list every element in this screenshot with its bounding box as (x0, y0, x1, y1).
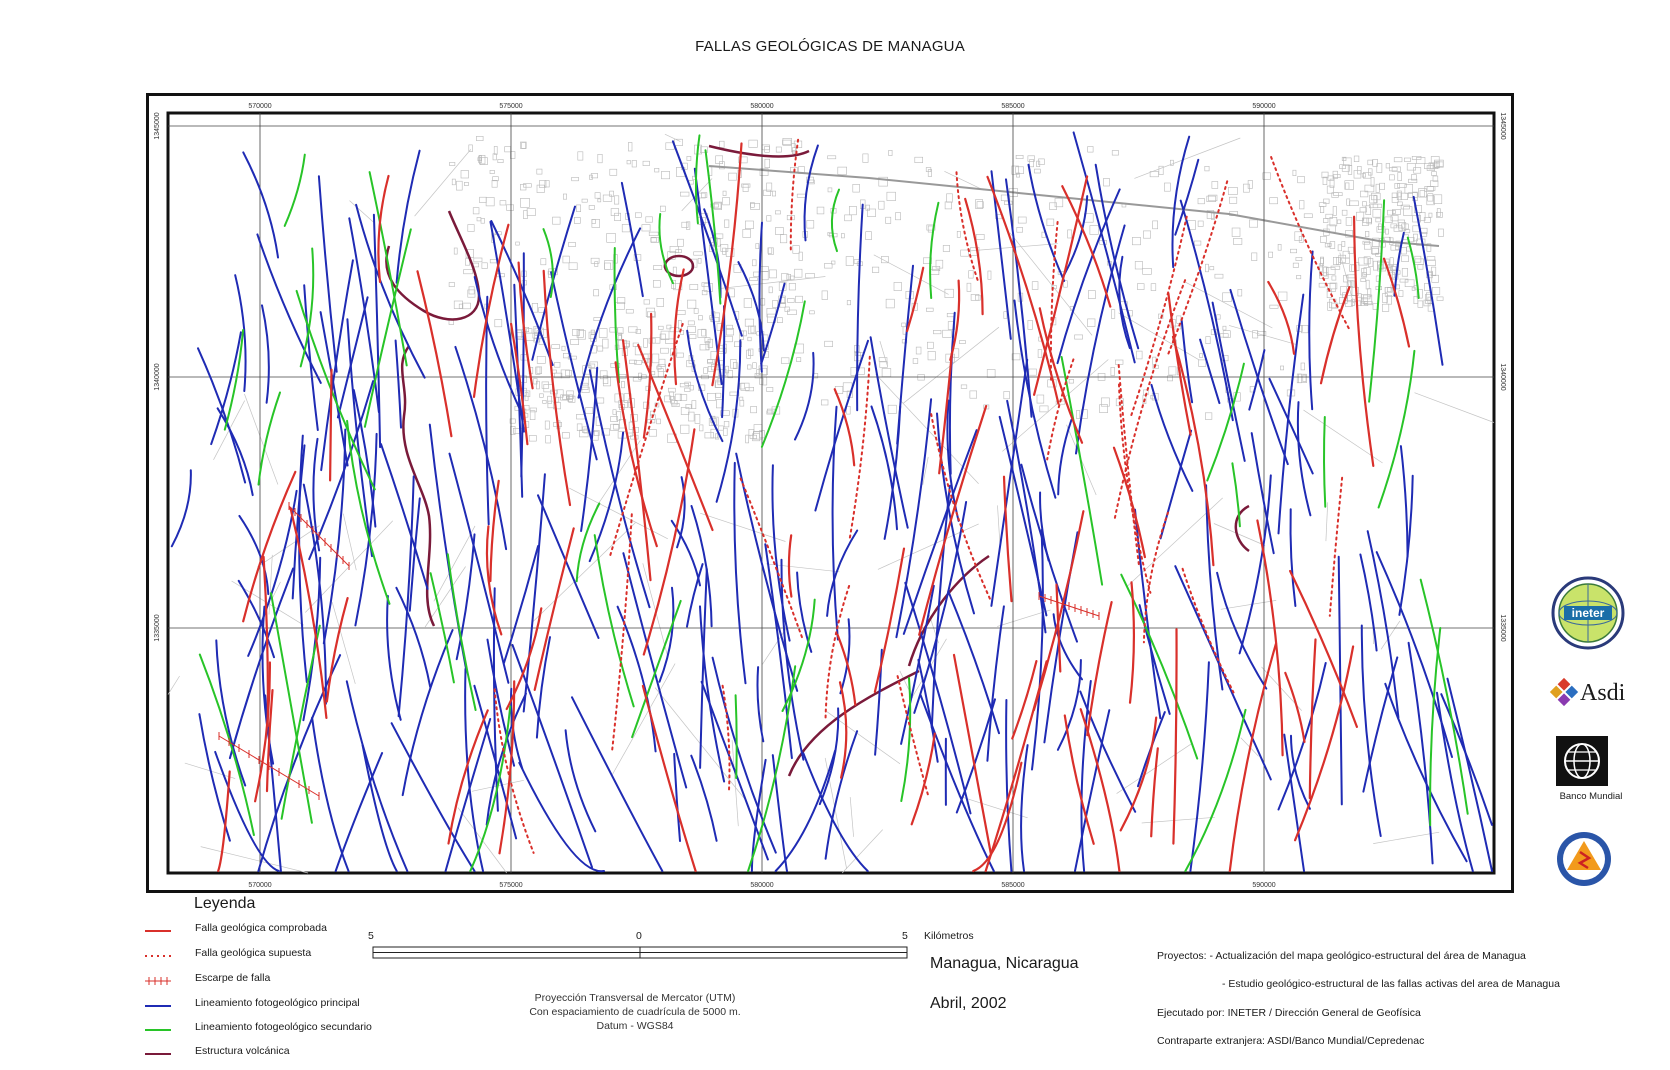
credits-projects-2: - Estudio geológico-estructural de las fallas activas del area de Managua (1222, 978, 1560, 990)
banco-mundial-logo (1556, 736, 1608, 786)
x-tick-label-bottom: 575000 (499, 882, 523, 889)
proven-fault (330, 370, 331, 481)
y-tick-label-left: 1340000 (154, 363, 161, 391)
legend-item-inferred-fault (145, 947, 405, 967)
projection-line-2: Con espaciamiento de cuadrícula de 5000 m. (529, 1006, 741, 1018)
legend-label: Falla geológica supuesta (195, 947, 312, 959)
legend-item-proven-fault (145, 922, 405, 942)
projection-line-3: Datum - WGS84 (596, 1020, 674, 1032)
asdi-logo-text: Asdi (1580, 680, 1626, 706)
map-frame[interactable] (146, 93, 1514, 893)
y-tick-label-right: 1345000 (1499, 112, 1506, 140)
x-tick-label-bottom: 590000 (1252, 882, 1276, 889)
legend-label: Estructura volcánica (195, 1045, 290, 1057)
legend-label: Lineamiento fotogeológico principal (195, 997, 360, 1009)
place-name: Managua, Nicaragua (930, 955, 1079, 972)
secondary-lineament (736, 695, 737, 778)
legend-item-principal-lineament (145, 997, 405, 1017)
credits-executed: Ejecutado por: INETER / Dirección General de Geofísica (1157, 1007, 1421, 1019)
y-tick-label-left: 1335000 (154, 614, 161, 642)
scale-right-label: 5 (902, 930, 908, 942)
scale-left-label: 5 (368, 930, 374, 942)
legend-item-fault-scarp (145, 972, 405, 992)
y-tick-label-right: 1340000 (1499, 363, 1506, 391)
banco-mundial-label: Banco Mundial (1559, 791, 1623, 802)
x-tick-label-bottom: 570000 (248, 882, 272, 889)
ineter-logo (1548, 576, 1628, 650)
fault-map[interactable] (149, 96, 1511, 890)
scale-center-label: 0 (636, 930, 642, 942)
asdi-logo (1548, 674, 1634, 710)
date: Abril, 2002 (930, 995, 1007, 1012)
x-tick-label-top: 575000 (499, 103, 523, 110)
credits-counterpart: Contraparte extranjera: ASDI/Banco Mundial/Cepredenac (1157, 1035, 1425, 1047)
map-title: FALLAS GEOLÓGICAS DE MANAGUA (695, 38, 965, 55)
scale-unit-label: Kilómetros (924, 930, 974, 942)
y-tick-label-right: 1335000 (1499, 614, 1506, 642)
projection-line-1: Proyección Transversal de Mercator (UTM) (534, 992, 736, 1004)
cepredenac-logo (1554, 830, 1614, 888)
ineter-logo-text: ineter (1571, 606, 1605, 620)
x-tick-label-bottom: 580000 (750, 882, 774, 889)
legend-label: Escarpe de falla (195, 972, 271, 984)
x-tick-label-bottom: 585000 (1001, 882, 1025, 889)
legend-item-secondary-lineament (145, 1021, 405, 1041)
credits-projects-1: Proyectos: - Actualización del mapa geológico-estructural del área de Managua (1157, 950, 1526, 962)
x-tick-label-top: 570000 (248, 103, 272, 110)
legend-title: Leyenda (194, 895, 256, 912)
legend-item-volcanic-structure (145, 1045, 405, 1065)
legend-label: Lineamiento fotogeológico secundario (195, 1021, 372, 1033)
y-tick-label-left: 1345000 (154, 112, 161, 140)
legend-label: Falla geológica comprobada (195, 922, 327, 934)
x-tick-label-top: 585000 (1001, 103, 1025, 110)
x-tick-label-top: 590000 (1252, 103, 1276, 110)
x-tick-label-top: 580000 (750, 103, 774, 110)
scale-bar (372, 945, 910, 961)
